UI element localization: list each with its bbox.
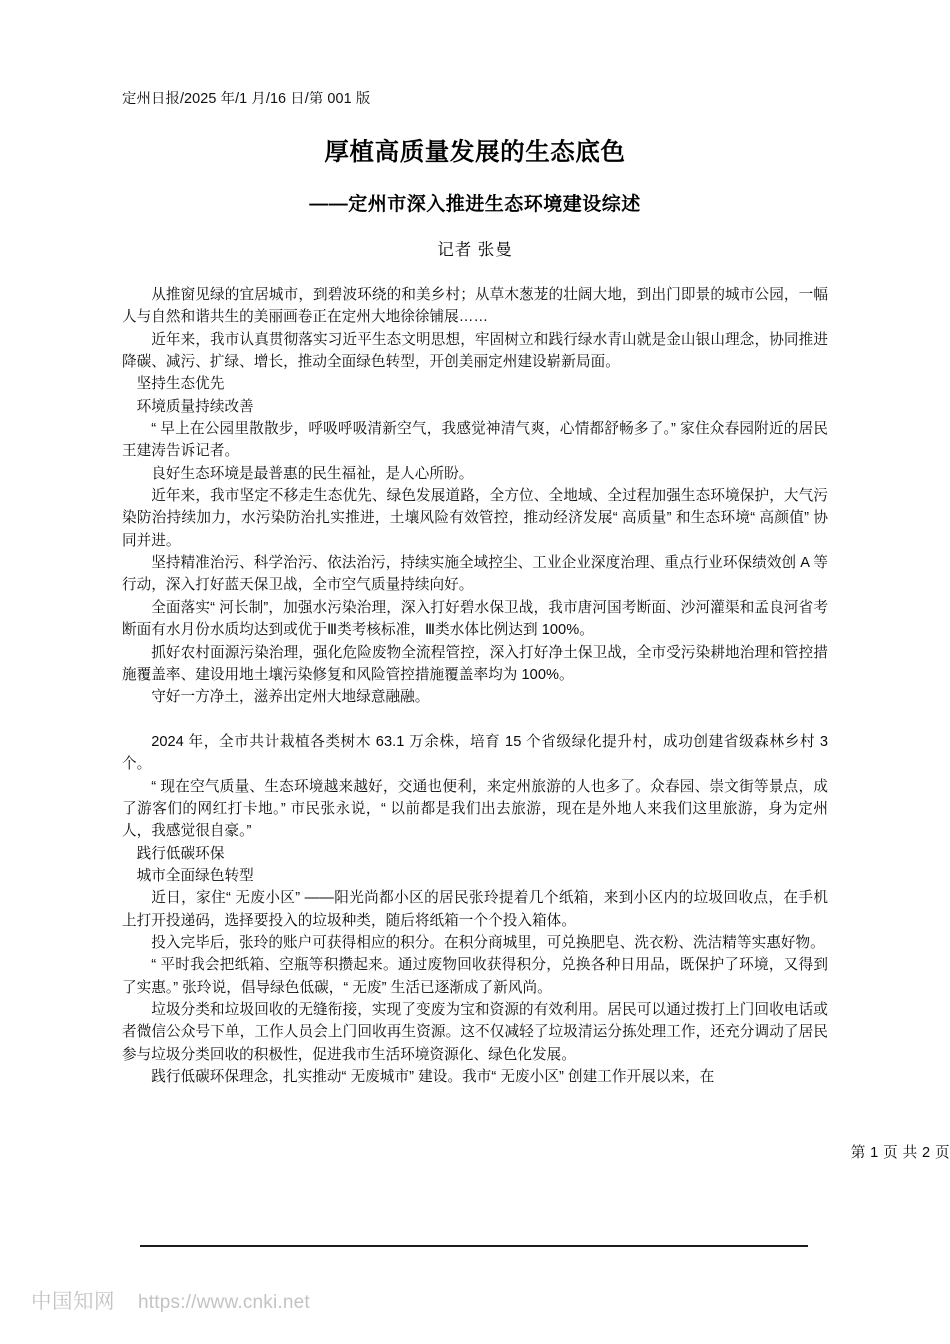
cnki-watermark — [31, 1289, 310, 1316]
body-paragraph: 垃圾分类和垃圾回收的无缝衔接，实现了变废为宝和资源的有效利用。居民可以通过拨打上门回收电话或者微信公众号下单，工作人员会上门回收再生资源。这不仅减轻了垃圾清运分拣处理工作，还充分调动了居民参与垃圾分类回收的积极性，促进我市生活环境资源化、绿色化发展。 — [122, 1002, 828, 1063]
section-subheading: 坚持生态优先 — [136, 376, 225, 393]
article-byline: 记者 张曼 — [437, 241, 513, 259]
section-subheading: 环境质量持续改善 — [136, 398, 254, 415]
body-paragraph: 坚持精准治污、科学治污、依法治污，持续实施全域控尘、工业企业深度治理、重点行业环保绩效创 A 等行动，深入打好蓝天保卫战，全市空气质量持续向好。 — [122, 555, 828, 594]
watermark-url: https://www.cnki.net — [138, 1292, 310, 1313]
body-paragraph: 良好生态环境是最普惠的民生福祉，是人心所盼。 — [151, 465, 474, 482]
section-subheading: 践行低碳环保 — [136, 845, 225, 862]
page-number-indicator: 第 1 页 共 2 页 — [850, 1145, 950, 1161]
body-paragraph: 近日，家住“ 无废小区” ——阳光尚都小区的居民张玲提着几个纸箱，来到小区内的垃圾回收点，在手机上打开投递码，选择要投入的垃圾种类，随后将纸箱一个个投入箱体。 — [122, 890, 828, 929]
body-paragraph: “ 早上在公园里散散步，呼吸呼吸清新空气，我感觉神清气爽，心情都舒畅多了。” 家住众春园附近的居民王建涛告诉记者。 — [122, 421, 828, 460]
body-paragraph: 投入完毕后，张玲的账户可获得相应的积分。在积分商城里，可兑换肥皂、洗衣粉、洗洁精等实惠好物。 — [151, 934, 825, 951]
body-paragraph: 2024 年，全市共计栽植各类树木 63.1 万余株，培育 15 个省级绿化提升村，成功创建省级森林乡村 3 个。 — [122, 733, 828, 773]
body-paragraph: “ 现在空气质量、生态环境越来越好，交通也便利，来定州旅游的人也多了。众春园、崇文街等景点，成了游客们的网红打卡地。” 市民张永说，“ 以前都是我们出去旅游，现在是外地人来我们这里旅游，身为定州人，我感觉很自豪。” — [122, 778, 828, 840]
page-title: 厚植高质量发展的生态底色 — [324, 139, 626, 166]
masthead-source-line: 定州日报/2025 年/1 月/16 日/第 001 版 — [122, 91, 371, 107]
bottom-divider — [140, 1245, 808, 1247]
body-paragraph: 近年来，我市认真贯彻落实习近平生态文明思想，牢固树立和践行绿水青山就是金山银山理念，协同推进降碳、减污、扩绿、增长，推动全面绿色转型，开创美丽定州建设崭新局面。 — [122, 331, 828, 371]
body-paragraph: “ 平时我会把纸箱、空瓶等积攒起来。通过废物回收获得积分，兑换各种日用品，既保护了环境，又得到了实惠。” 张玲说，倡导绿色低碳，“ 无废” 生活已逐渐成了新风尚。 — [122, 957, 828, 996]
body-paragraph: 从推窗见绿的宜居城市，到碧波环绕的和美乡村；从草木葱茏的壮阔大地，到出门即景的城市公园，一幅人与自然和谐共生的美丽画卷正在定州大地徐徐铺展…… — [122, 287, 828, 326]
watermark-site-name: 中国知网 — [31, 1290, 115, 1313]
body-paragraph: 守好一方净土，滋养出定州大地绿意融融。 — [151, 689, 430, 706]
body-paragraph: 践行低碳环保理念，扎实推动“ 无废城市” 建设。我市“ 无废小区” 创建工作开展以来，在 — [151, 1069, 715, 1086]
section-subheading: 城市全面绿色转型 — [136, 867, 254, 884]
article-body — [122, 284, 828, 1088]
document-content — [122, 0, 828, 1088]
body-paragraph: 抓好农村面源污染治理，强化危险废物全流程管控，深入打好净土保卫战，全市受污染耕地治理和管控措施覆盖率、建设用地土壤污染修复和风险管控措施覆盖率均为 100%。 — [122, 644, 828, 683]
page-subtitle: ——定州市深入推进生态环境建设综述 — [309, 194, 641, 215]
body-paragraph: 近年来，我市坚定不移走生态优先、绿色发展道路，全方位、全地域、全过程加强生态环境保护，大气污染防治持续加力，水污染防治扎实推进，土壤风险有效管控，推动经济发展“ 高质量” 和生态环境“ 高颜值” 协同并进。 — [122, 488, 828, 549]
body-paragraph: 全面落实“ 河长制”，加强水污染治理，深入打好碧水保卫战，我市唐河国考断面、沙河灌渠和孟良河省考断面有水月份水质均达到或优于Ⅲ类考核标准，Ⅲ类水体比例达到 100%。 — [122, 599, 828, 639]
